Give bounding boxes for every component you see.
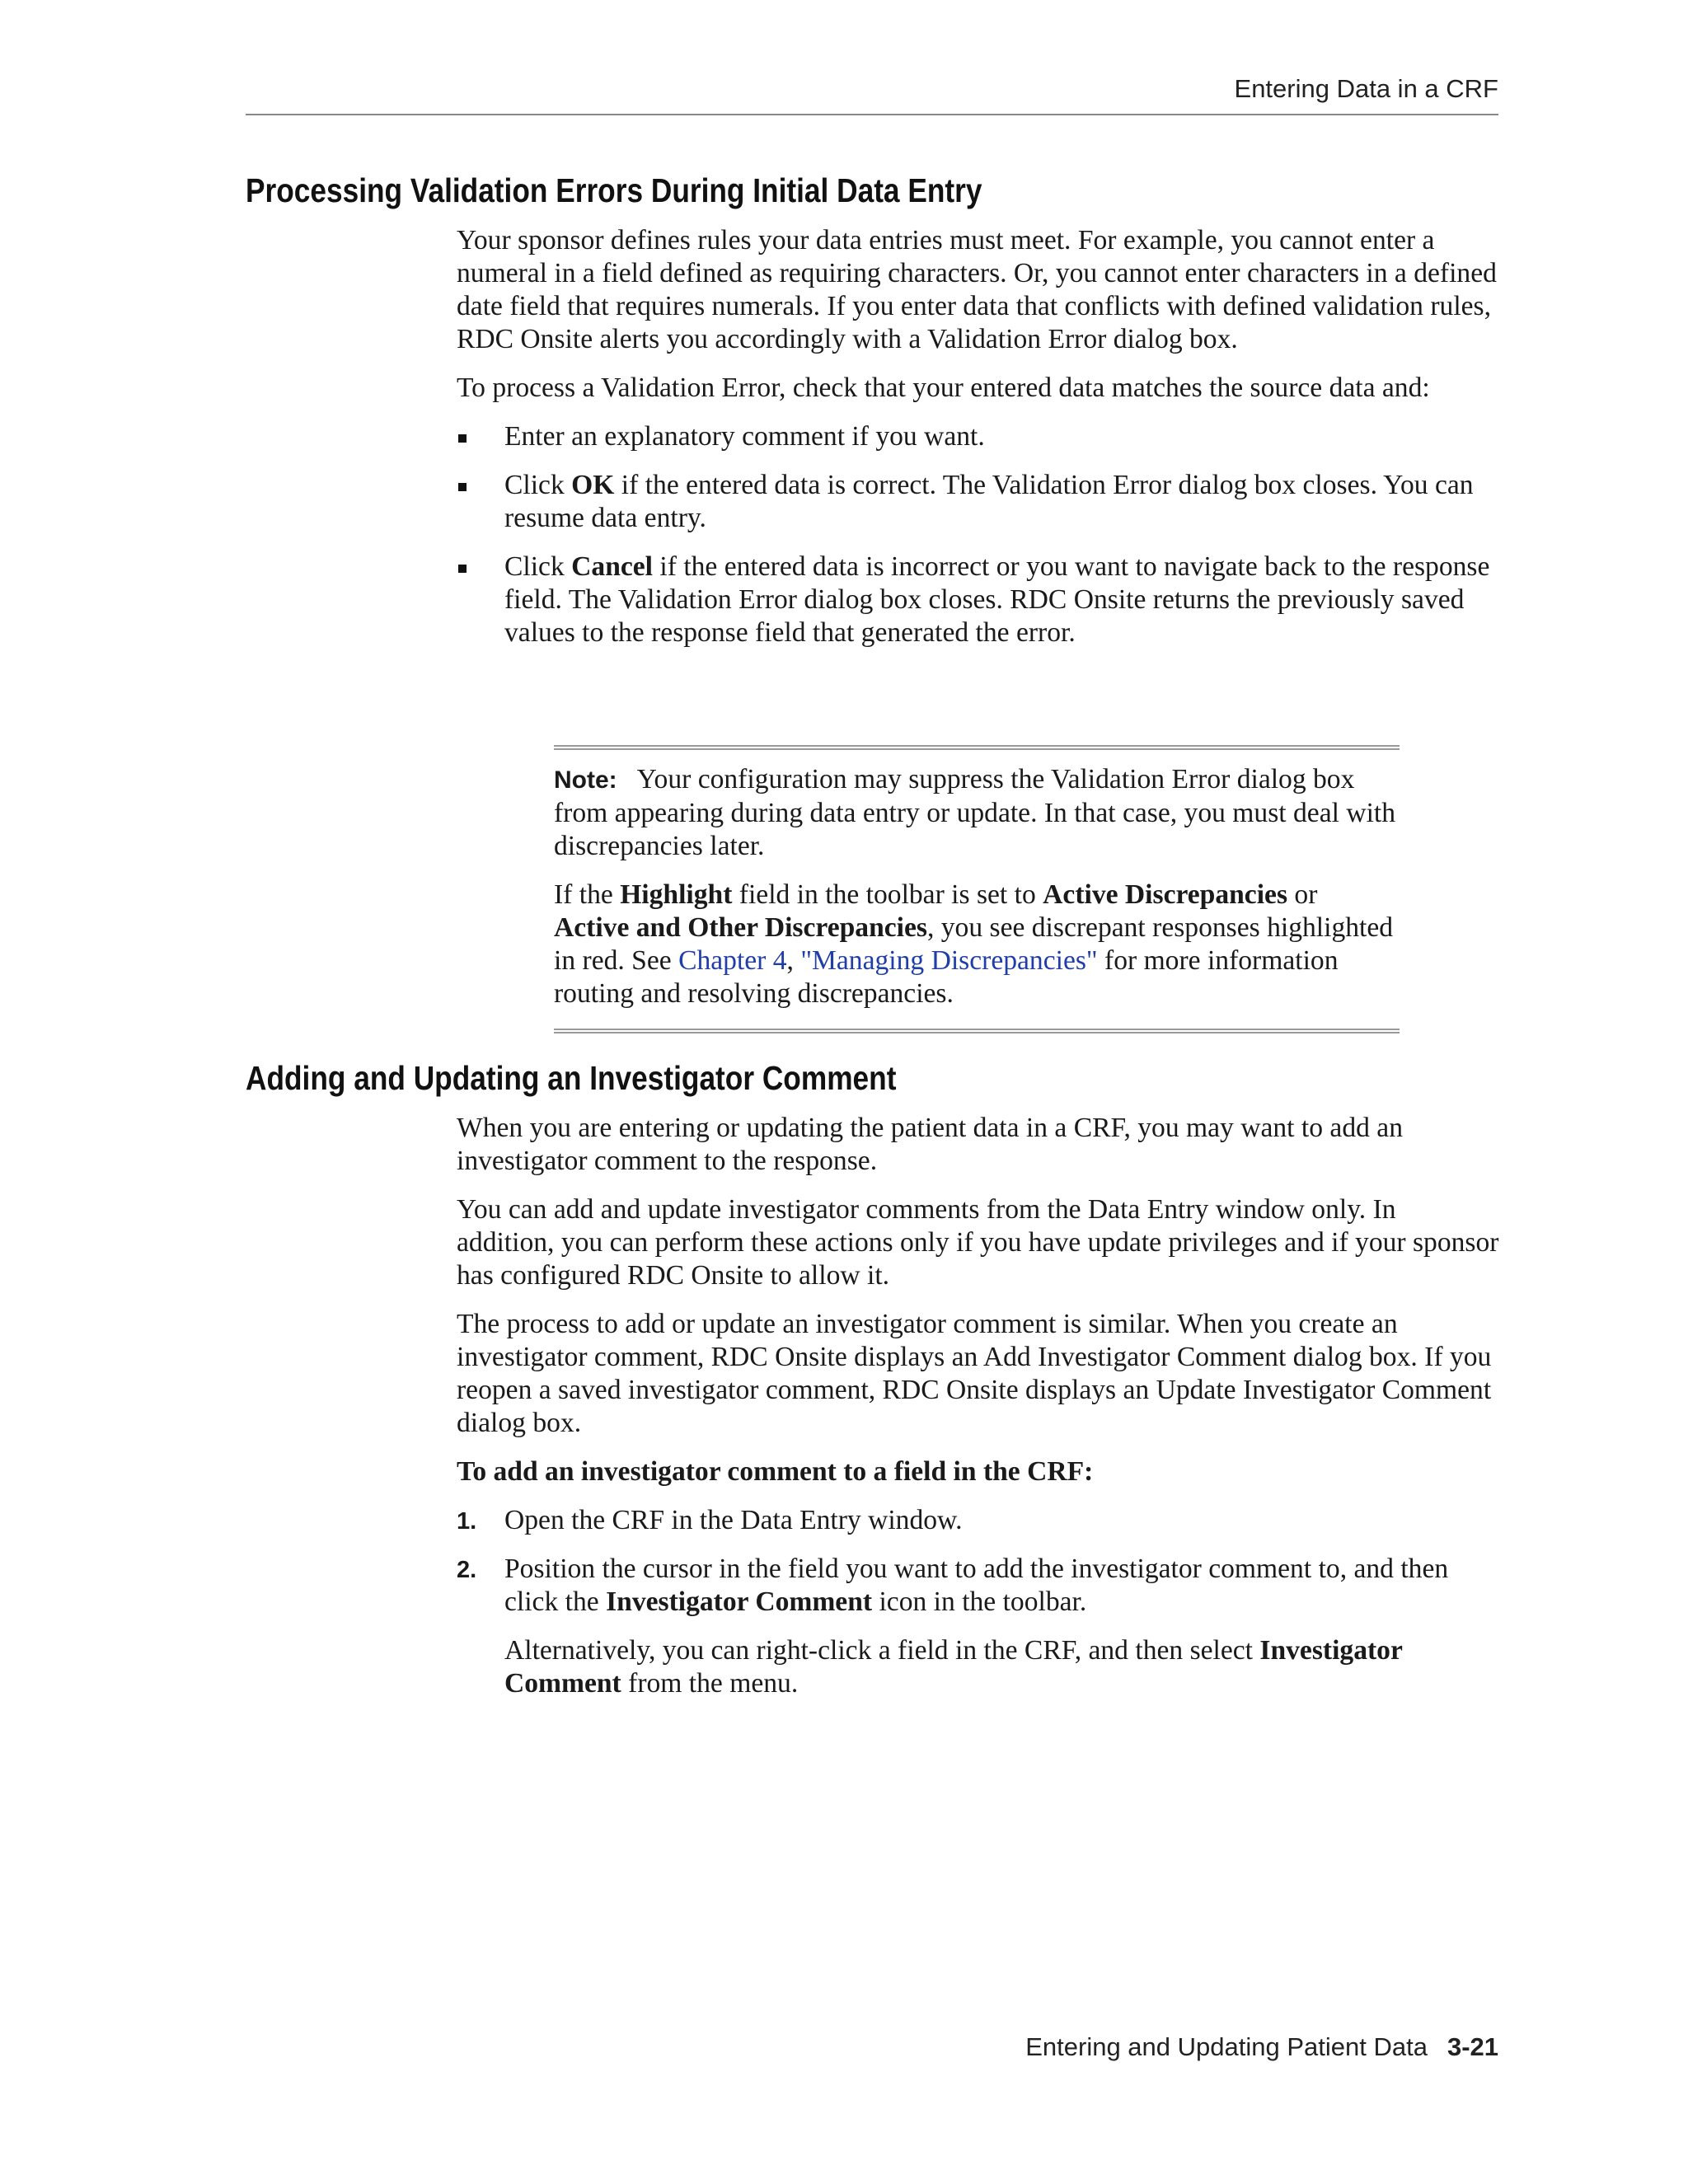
cancel-label: Cancel [571,551,654,582]
active-discrepancies-label: Active Discrepancies [1043,879,1288,910]
step-text-post: icon in the toolbar. [872,1586,1087,1617]
page-footer [1025,2032,1498,2062]
note-text: Your configuration may suppress the Validation Error dialog box from appearing during data entry or update. In that case, you must deal with discrepancies later. [554,764,1396,861]
square-bullet-icon [458,434,467,443]
list-item-text: Enter an explanatory comment if you want. [504,421,985,452]
note-text: If the [554,879,621,910]
managing-discrepancies-link[interactable]: "Managing Discrepancies" [800,945,1098,976]
section-heading-investigator-comment: Adding and Updating an Investigator Comment [246,1059,897,1097]
procedure-title-text: To add an investigator comment to a field in the CRF: [457,1456,1094,1487]
page-number: 3-21 [1447,2032,1498,2061]
list-item-text-post: if the entered data is incorrect or you want to navigate back to the response field. The Validation Error dialog box closes. RDC Onsite returns the previously saved values to the response field that generated the error. [504,551,1490,648]
step-text: Open the CRF in the Data Entry window. [504,1505,963,1535]
note-text: or [1287,879,1318,910]
list-item-text-post: if the entered data is correct. The Validation Error dialog box closes. You can resume data entry. [504,470,1474,533]
note-label: Note: [554,766,617,794]
procedure-title [457,1455,1500,1488]
ok-label: OK [571,470,615,500]
paragraph: To process a Validation Error, check that your entered data matches the source data and: [457,373,1430,403]
step-number: 2. [457,1557,477,1583]
active-other-discrepancies-label: Active and Other Discrepancies [554,912,927,943]
section-heading-validation-errors: Processing Validation Errors During Initial Data Entry [246,171,982,209]
paragraph: The process to add or update an investigator comment is similar. When you create an investigator comment, RDC Onsite displays an Add Investigator Comment dialog box. If you reopen a saved investigator comment, RDC Onsite displays an Update Investigator Comment dialog box. [457,1309,1492,1438]
header-rule [246,114,1498,115]
chapter-4-link[interactable]: Chapter 4 [678,945,787,976]
note-text: , [786,945,801,976]
step-item [457,1504,1500,1537]
investigator-comment-label: Investigator Comment [606,1586,873,1617]
list-item [457,420,1500,453]
bullet-list [457,420,1500,649]
step-number: 1. [457,1508,477,1535]
highlight-label: Highlight [620,879,733,910]
note-text: for more information routing and resolving discrepancies. [554,945,1339,1009]
note-paragraph [554,763,1400,863]
footer-book-title: Entering and Updating Patient Data [1025,2032,1428,2061]
step-item [457,1553,1500,1700]
list-item-text-pre: Click [504,551,572,582]
square-bullet-icon [458,483,467,491]
note-text: field in the toolbar is set to [732,879,1043,910]
section-validation-body [457,224,1500,665]
paragraph: When you are entering or updating the patient data in a CRF, you may want to add an investigator comment to the response. [457,1113,1403,1176]
running-header: Entering Data in a CRF [1234,74,1498,103]
paragraph: Your sponsor defines rules your data entries must meet. For example, you cannot enter a numeral in a field defined as requiring characters. Or, you cannot enter characters in a defined date field that requires numerals. If you enter data that conflicts with defined validation rules, RDC Onsite alerts you accordingly with a Validation Error dialog box. [457,225,1497,354]
step-text-pre: Position the cursor in the field you want to add the investigator comment to, and then click the [504,1554,1449,1617]
step-list [457,1504,1500,1700]
section-investigator-body [457,1112,1500,1716]
investigator-comment-menu-label: Investigator Comment [504,1635,1403,1699]
note-box [554,745,1400,1033]
note-paragraph [554,879,1400,1010]
square-bullet-icon [458,565,467,573]
step-alt-text: from the menu. [621,1668,799,1699]
list-item-text-pre: Click [504,470,572,500]
list-item [457,551,1500,649]
step-alt-text: Alternatively, you can right-click a field in the CRF, and then select [504,1635,1260,1666]
note-text: , you see discrepant responses highlighted in red. See [554,912,1394,976]
step-alternative [504,1634,1500,1700]
paragraph: You can add and update investigator comments from the Data Entry window only. In addition, you can perform these actions only if you have update privileges and if your sponsor has configured RDC Onsite to allow it. [457,1194,1499,1291]
list-item [457,469,1500,535]
